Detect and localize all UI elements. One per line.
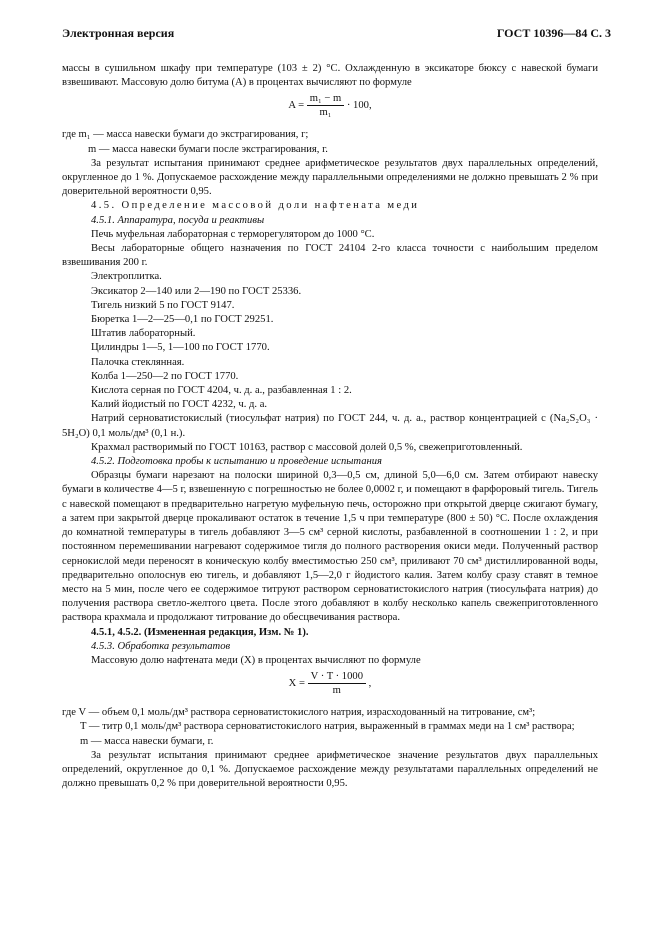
header-right: ГОСТ 10396—84 С. 3 [496,26,611,40]
list-item: Натрий серноватистокислый (тиосульфат натрия) по ГОСТ 244, ч. д. а., раствор концентрацией c (Na₂S₂O₃ · 5H₂O) 0,1 моль/дм³ (0,1 н.). [62,413,598,439]
list-item: Крахмал растворимый по ГОСТ 10163, раствор с массовой долей 0,5 %, свежеприготовленный. [91,441,523,453]
paragraph: За результат испытания принимают среднее арифметическое значение результатов двух параллельных определений, округленное до 0,1 %. Допускаемое расхождение между результатами параллельных определений не должно превышать 0,2 % при доверительной вероятности 0,95. [62,749,598,790]
definition: где V — объем 0,1 моль/дм³ раствора серноватистокислого натрия, израсходованный на титрование, см³; [62,707,536,719]
paragraph: Массовую долю нафтената меди (X) в процентах вычисляют по формуле [91,654,421,666]
revision-text: 4.5.1, 4.5.2. (Измененная редакция, Изм. № 1). [91,626,309,638]
list-item: Колба 1—250—2 по ГОСТ 1770. [91,370,239,382]
list-item: Калий йодистый по ГОСТ 4232, ч. д. а. [91,399,268,411]
list-item: Штатив лабораторный. [91,328,196,340]
list-item: Бюретка 1—2—25—0,1 по ГОСТ 29251. [91,314,274,326]
subsection-title: 4.5.3. Обработка результатов [91,640,231,652]
revision-note [62,626,598,640]
formula-numerator: m₁ − m [307,92,344,106]
formula-denominator: m [332,685,341,697]
subsection-heading [62,640,598,654]
list-item: Эксикатор 2—140 или 2—190 по ГОСТ 25336. [91,285,302,297]
paragraph: массы в сушильном шкафу при температуре (103 ± 2) °С. Охлажденную в эксикаторе бюксу с навеской бумаги взвешивают. Массовую долю битума (А) в процентах вычисляют по формуле [62,63,598,89]
list-item: Палочка стеклянная. [91,356,185,368]
subsection-title: 4.5.2. Подготовка пробы к испытанию и проведение испытания [91,456,382,468]
paragraph: Образцы бумаги нарезают на полоски шириной 0,3—0,5 см, длиной 5,0—6,0 см. Затем отбирают навеску бумаги в количестве 4—5 г, взвешенную с погрешностью не более 0,0002 г, и помещают в фарфоровый тигель. Тигель с навеской помещают в предварительно нагретую муфельную печь, осторожно при открытой дверце сжигают бумагу, а затем при закрытой дверце прокаливают остаток в течение 1,5 ч при температуре (800 ± 50) °С. После охлаждения до комнатной температуры в тигель добавляют 3—5 см³ серной кислоты, разбавленной в соотношении 1 : 2, и при постоянном перемешивании нагревают содержимое тигля до полного растворения окиси меди. Полученный раствор сернокислой меди переносят в коническую колбу вместимостью 250 см³, приливают 70 см³ дистиллированной воды, предварительно ополоснув ею тигель, и добавляют 1,5—2,0 г йодистого калия. Затем колбу сразу ставят в темное место на 5 мин, после чего ее содержимое титруют раствором серноватистокислого натрия (тиосульфата натрия) до получения раствора светло-желтого цвета. После этого добавляют в колбу несколько капель свежеприготовленного раствора крахмала и продолжают титрование до обесцвечивания раствора. [62,470,598,624]
definition: m — масса навески бумаги после экстрагирования, г. [88,143,328,155]
formula-fraction [308,670,366,697]
definition: где m₁ — масса навески бумаги до экстрагирования, г; [62,129,309,141]
definition: T — титр 0,1 моль/дм³ раствора серноватистокислого натрия, выраженный в граммах меди на 1 см³ раствора; [80,721,575,733]
document-body [62,62,598,791]
formula-naphthenate [62,670,598,704]
formula-numerator: V · T · 1000 [308,670,366,684]
subsection-heading [62,455,598,469]
list-item: Цилиндры 1—5, 1—100 по ГОСТ 1770. [91,342,270,354]
formula-lhs: A = [288,100,305,112]
list-item: Весы лабораторные общего назначения по ГОСТ 24104 2-го класса точности с наибольшим пределом взвешивания 200 г. [62,243,598,269]
formula-rhs: · 100, [346,100,372,112]
subsection-heading [62,214,598,228]
list-item: Тигель низкий 5 по ГОСТ 9147. [91,299,235,311]
formula-rhs: , [368,678,372,690]
section-heading: 4.5. Определение массовой доли нафтената меди [91,200,420,212]
formula-fraction [307,92,344,119]
header-left: Электронная версия [62,26,175,40]
list-item: Печь муфельная лабораторная с терморегулятором до 1000 °С. [91,228,375,240]
subsection-title: 4.5.1. Аппаратура, посуда и реактивы [91,214,265,226]
definition: m — масса навески бумаги, г. [80,735,214,747]
formula-denominator: m₁ [319,107,332,119]
paragraph: За результат испытания принимают среднее арифметическое результатов двух параллельных определений, округленное до 1 %. Допускаемое расхождение между параллельными определениями не должно превышать 2 % при доверительной вероятности 0,95. [62,157,598,198]
list-item: Кислота серная по ГОСТ 4204, ч. д. а., разбавленная 1 : 2. [91,385,352,397]
formula-lhs: X = [288,678,305,690]
formula-bitumen [62,92,598,126]
list-item: Электроплитка. [91,271,162,283]
